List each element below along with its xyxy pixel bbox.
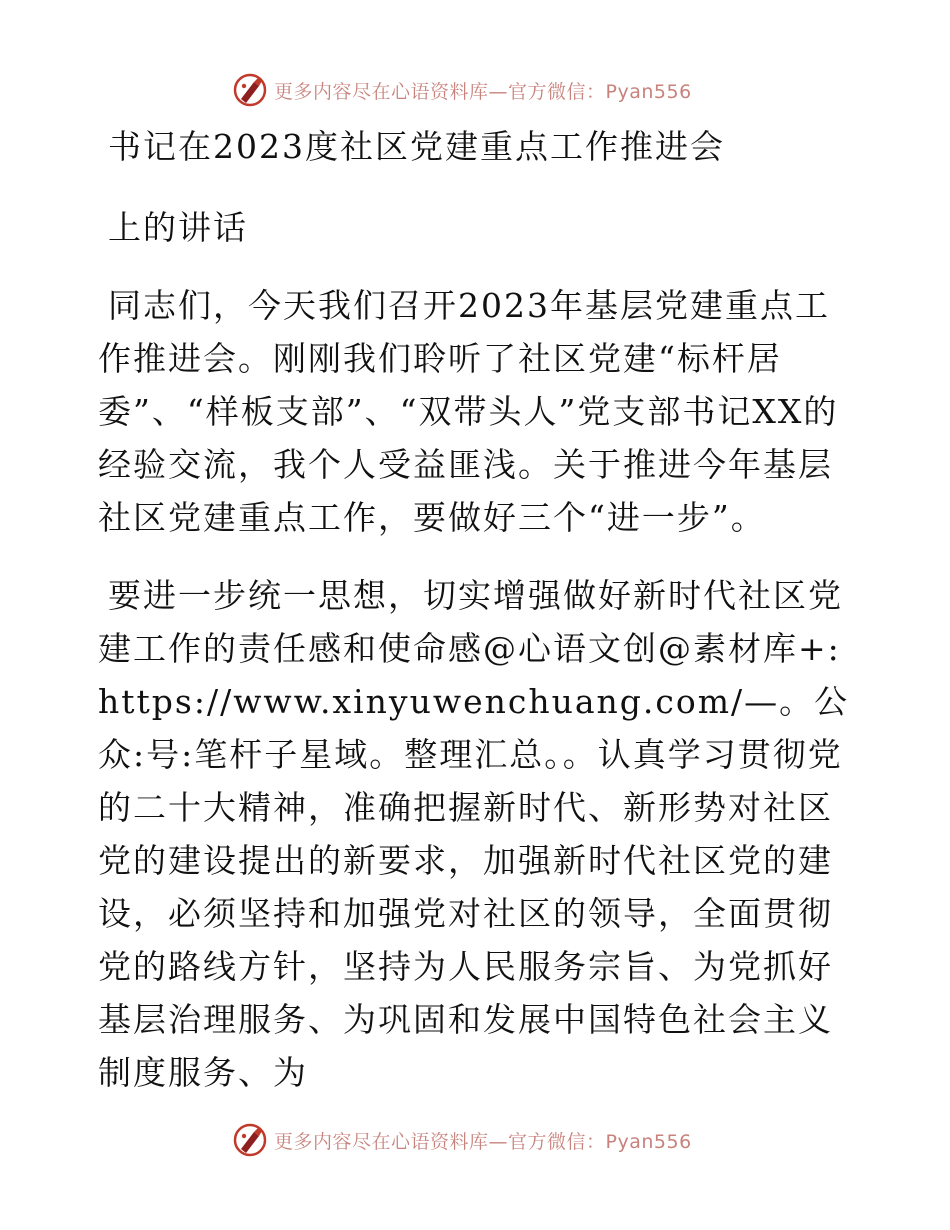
watermark-header [232, 70, 752, 110]
watermark-footer [232, 1120, 752, 1160]
paragraph: 同志们，今天我们召开2023年基层党建重点工作推进会。刚刚我们聆听了社区党建“标杆居委”、“样板支部”、“双带头人”党支部书记XX的经验交流，我个人受益匪浅。关于推进今年基层社区党建重点工作，要做好三个“进一步”。 [98, 286, 839, 537]
document-title-line1: 书记在2023度社区党建重点工作推进会 [108, 127, 725, 166]
watermark-text: 更多内容尽在心语资料库—官方微信：Pyan556 [274, 1130, 692, 1153]
document-title-line2: 上的讲话 [108, 208, 248, 247]
watermark-text: 更多内容尽在心语资料库—官方微信：Pyan556 [274, 80, 692, 103]
document-body [98, 120, 858, 1099]
pen-logo-icon [232, 1122, 270, 1158]
pen-logo-icon [232, 72, 270, 108]
paragraph: 要进一步统一思想，切实增强做好新时代社区党建工作的责任感和使命感@心语文创@素材库+: https://www.xinyuwenchuang.com/—。公众:号:笔杆子星域。整理汇总。。认真学习贯彻党的二十大精神，准确把握新时代、新形势对社区党的建设提出的新要求，加强新时代社区党的建设，必须坚持和加强党对社区的领导，全面贯彻党的路线方针，坚持为人民服务宗旨、为党抓好基层治理服务、为巩固和发展中国特色社会主义制度服务、为 [98, 576, 850, 1092]
